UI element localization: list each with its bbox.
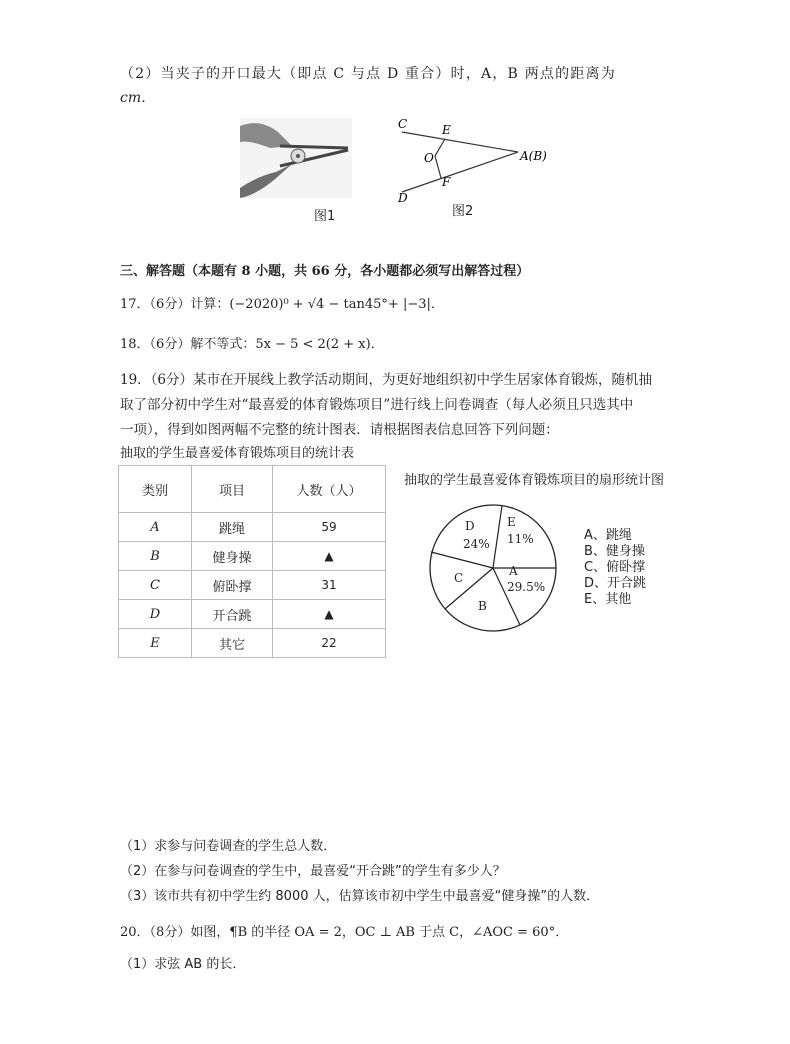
legend-item: E、其他 bbox=[584, 592, 632, 607]
pie-pct-D: 24% bbox=[463, 537, 490, 551]
cell-category: C bbox=[119, 571, 192, 600]
q19-line3: 一项），得到如图两幅不完整的统计图表．请根据图表信息回答下列问题： bbox=[120, 422, 559, 438]
cell-category: E bbox=[119, 629, 192, 658]
line-EOF bbox=[435, 139, 445, 178]
pie-label-C: C bbox=[454, 571, 464, 585]
pie-label-E: E bbox=[507, 515, 516, 529]
q18-expr: 5x − 5 < 2(2 + x)． bbox=[255, 337, 384, 352]
q17 bbox=[120, 295, 444, 315]
cell-category: A bbox=[119, 513, 192, 542]
pie-label-B: B bbox=[478, 599, 487, 613]
pie-label-A: A bbox=[509, 564, 518, 578]
pie-title: 抽取的学生最喜爱体育锻炼项目的扇形统计图 bbox=[404, 473, 665, 488]
q19-line2: 取了部分初中学生对“最喜爱的体育锻炼项目”进行线上问卷调查（每人必须且只选其中 bbox=[120, 397, 634, 413]
legend-item: B、健身操 bbox=[584, 544, 645, 559]
q17-expr: (−2020)⁰ + √4 − tan45°+ |−3|． bbox=[229, 297, 444, 312]
q20-sub1: （1）求弦 AB 的长． bbox=[120, 957, 246, 972]
line-DA bbox=[402, 152, 518, 192]
q16-part2-text: （2）当夹子的开口最大（即点 C 与点 D 重合）时，A，B 两点的距离为 bbox=[120, 66, 616, 82]
clip-photo bbox=[240, 118, 352, 198]
fig2-diagram bbox=[390, 112, 560, 208]
label-O: O bbox=[424, 151, 434, 165]
label-D: D bbox=[398, 191, 408, 205]
cell-item: 跳绳 bbox=[192, 513, 273, 542]
stats-table bbox=[118, 465, 386, 658]
cell-count: 22 bbox=[273, 629, 386, 658]
cell-category: D bbox=[119, 600, 192, 629]
table-header-row bbox=[119, 466, 386, 513]
label-F: F bbox=[442, 175, 451, 189]
cell-count: 31 bbox=[273, 571, 386, 600]
q19-sub3: （3）该市共有初中学生约 8000 人，估算该市初中学生中最喜爱“健身操”的人数． bbox=[120, 889, 600, 904]
q19-sub1: （1）求参与问卷调查的学生总人数． bbox=[120, 839, 337, 854]
table-title: 抽取的学生最喜爱体育锻炼项目的统计表 bbox=[120, 446, 355, 461]
table-row bbox=[119, 600, 386, 629]
cell-count: ▲ bbox=[273, 600, 386, 629]
q18-prefix: 18．（6分）解不等式： bbox=[120, 337, 256, 352]
cell-category: B bbox=[119, 542, 192, 571]
q18 bbox=[120, 335, 384, 355]
table-row bbox=[119, 629, 386, 658]
header-count: 人数（人） bbox=[273, 466, 386, 513]
q20-line1: 20．（8分）如图，¶B 的半径 OA = 2，OC ⊥ AB 于点 C，∠AOC = 60°． bbox=[120, 925, 569, 940]
table-row bbox=[119, 513, 386, 542]
cell-count: ▲ bbox=[273, 542, 386, 571]
cell-item: 其它 bbox=[192, 629, 273, 658]
pie-label-D: D bbox=[465, 519, 475, 533]
header-item: 项目 bbox=[192, 466, 273, 513]
pie-pct-A: 29.5% bbox=[507, 580, 546, 594]
cell-item: 俯卧撑 bbox=[192, 571, 273, 600]
q19-line1: 19．（6分）某市在开展线上教学活动期间，为更好地组织初中学生居家体育锻炼，随机抽 bbox=[120, 372, 653, 388]
q17-prefix: 17．（6分）计算： bbox=[120, 297, 230, 312]
fig1-caption: 图1 bbox=[314, 209, 336, 224]
label-AB: A(B) bbox=[520, 149, 547, 163]
section3-title: 三、解答题（本题有 8 小题，共 66 分，各小题都必须写出解答过程） bbox=[120, 264, 530, 279]
q19-sub2: （2）在参与问卷调查的学生中，最喜爱“开合跳”的学生有多少人？ bbox=[120, 864, 506, 879]
cell-item: 开合跳 bbox=[192, 600, 273, 629]
pie-chart bbox=[425, 500, 565, 640]
legend-item: A、跳绳 bbox=[584, 528, 632, 543]
label-E: E bbox=[442, 123, 451, 137]
cell-count: 59 bbox=[273, 513, 386, 542]
table-row bbox=[119, 571, 386, 600]
cell-item: 健身操 bbox=[192, 542, 273, 571]
label-C: C bbox=[398, 117, 408, 131]
line-CA bbox=[402, 132, 518, 152]
q16-unit: cm． bbox=[120, 90, 156, 106]
legend-item: C、俯卧撑 bbox=[584, 560, 646, 575]
table-row bbox=[119, 542, 386, 571]
pie-pct-E: 11% bbox=[507, 532, 534, 546]
fig2-caption: 图2 bbox=[452, 204, 474, 219]
pie-legend bbox=[584, 528, 646, 608]
legend-item: D、开合跳 bbox=[584, 576, 647, 591]
header-category: 类别 bbox=[119, 466, 192, 513]
